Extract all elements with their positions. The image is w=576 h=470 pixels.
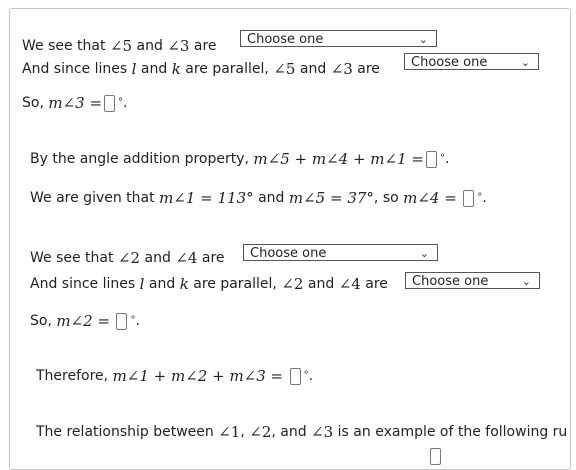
text-are: are xyxy=(365,276,388,292)
answer-input-angle2[interactable] xyxy=(116,313,127,330)
line-l: l xyxy=(131,60,137,78)
m-angle2-eq: m∠2 = xyxy=(56,312,111,330)
relationship-dropdown-1[interactable] xyxy=(240,30,437,47)
angle-2: ∠2 xyxy=(249,423,272,441)
text-are-parallel: are parallel, xyxy=(193,276,277,292)
answer-input-sum[interactable] xyxy=(426,151,437,168)
angle-3: ∠3 xyxy=(167,37,190,55)
text-are: are xyxy=(357,61,380,77)
relationship-dropdown-4[interactable] xyxy=(405,272,540,289)
chevron-down-icon: ⌄ xyxy=(419,247,429,260)
text-and-comma: , and xyxy=(271,424,307,440)
chevron-down-icon: ⌄ xyxy=(521,275,531,288)
degree-symbol: ° xyxy=(477,192,483,203)
line-7 xyxy=(30,272,388,296)
line-k: k xyxy=(179,275,189,293)
text-and-since-lines: And since lines xyxy=(30,276,136,292)
degree-symbol: ° xyxy=(303,370,309,381)
line-9 xyxy=(36,364,313,388)
text-and: and xyxy=(307,276,335,292)
angle-3: ∠3 xyxy=(311,423,334,441)
text-therefore: Therefore, xyxy=(36,368,109,384)
line-2 xyxy=(22,57,380,81)
text-is-example: is an example of the following ru xyxy=(337,424,568,440)
angle-1: ∠1 xyxy=(218,423,241,441)
period: . xyxy=(123,95,128,111)
period: . xyxy=(482,190,487,206)
text-so: So, xyxy=(22,95,44,111)
comma: , xyxy=(240,424,245,440)
relationship-dropdown-3[interactable] xyxy=(243,244,438,261)
text-angle-addition: By the angle addition property, xyxy=(30,151,249,167)
text-so: So, xyxy=(30,313,52,329)
line-10 xyxy=(36,420,567,444)
angle-5: ∠5 xyxy=(273,60,296,78)
line-4 xyxy=(30,147,449,171)
text-and: and xyxy=(258,190,285,206)
angle-4: ∠4 xyxy=(338,275,361,293)
answer-input-angle3[interactable] xyxy=(104,95,115,112)
chevron-down-icon: ⌄ xyxy=(418,33,428,46)
angle-4: ∠4 xyxy=(175,249,198,267)
text-we-see-that: We see that xyxy=(22,38,106,54)
answer-input-total[interactable] xyxy=(290,368,301,385)
text-and-since-lines: And since lines xyxy=(22,61,128,77)
chevron-down-icon: ⌄ xyxy=(520,56,530,69)
degree-symbol: ° xyxy=(130,315,136,326)
period: . xyxy=(444,151,450,167)
text-relationship: The relationship between xyxy=(36,424,214,440)
text-are: are xyxy=(193,38,217,54)
sum-angles-1-2-3: m∠1 + m∠2 + m∠3 = xyxy=(112,367,284,385)
text-we-see-that: We see that xyxy=(30,250,114,266)
given-angle5: m∠5 = 37° xyxy=(288,189,374,207)
text-and: and xyxy=(136,38,163,54)
text-we-are-given: We are given that xyxy=(30,190,155,206)
angle-3: ∠3 xyxy=(330,60,353,78)
given-angle1: m∠1 = 113° xyxy=(159,189,254,207)
text-are: are xyxy=(201,250,225,266)
answer-input-angle4[interactable] xyxy=(463,190,474,207)
angle-2: ∠2 xyxy=(281,275,304,293)
text-and: and xyxy=(148,276,176,292)
text-are-parallel: are parallel, xyxy=(185,61,269,77)
line-8 xyxy=(30,309,140,333)
angle-2: ∠2 xyxy=(117,249,141,267)
dropdown-placeholder: Choose one xyxy=(411,55,488,70)
dropdown-placeholder: Choose one xyxy=(250,246,327,261)
line-l: l xyxy=(139,275,145,293)
text-and: and xyxy=(140,61,168,77)
degree-symbol: ° xyxy=(439,153,445,164)
text-so: , so xyxy=(373,190,399,206)
period: . xyxy=(135,313,140,329)
degree-symbol: ° xyxy=(118,97,124,108)
line-3 xyxy=(22,91,127,115)
dropdown-placeholder: Choose one xyxy=(247,32,324,47)
sum-angles-5-4-1: m∠5 + m∠4 + m∠1 = xyxy=(253,150,424,168)
line-5 xyxy=(30,186,487,210)
text-and: and xyxy=(299,61,327,77)
dropdown-placeholder: Choose one xyxy=(412,274,489,289)
period: . xyxy=(308,368,314,384)
m-angle3-eq: m∠3 = xyxy=(48,94,103,112)
line-1 xyxy=(22,34,217,58)
line-6 xyxy=(30,246,225,270)
angle-5: ∠5 xyxy=(109,37,133,55)
line-k: k xyxy=(171,60,181,78)
text-and: and xyxy=(144,250,171,266)
m-angle4-eq: m∠4 = xyxy=(403,189,457,207)
relationship-dropdown-2[interactable] xyxy=(404,53,539,70)
answer-input-rule[interactable] xyxy=(430,448,441,465)
